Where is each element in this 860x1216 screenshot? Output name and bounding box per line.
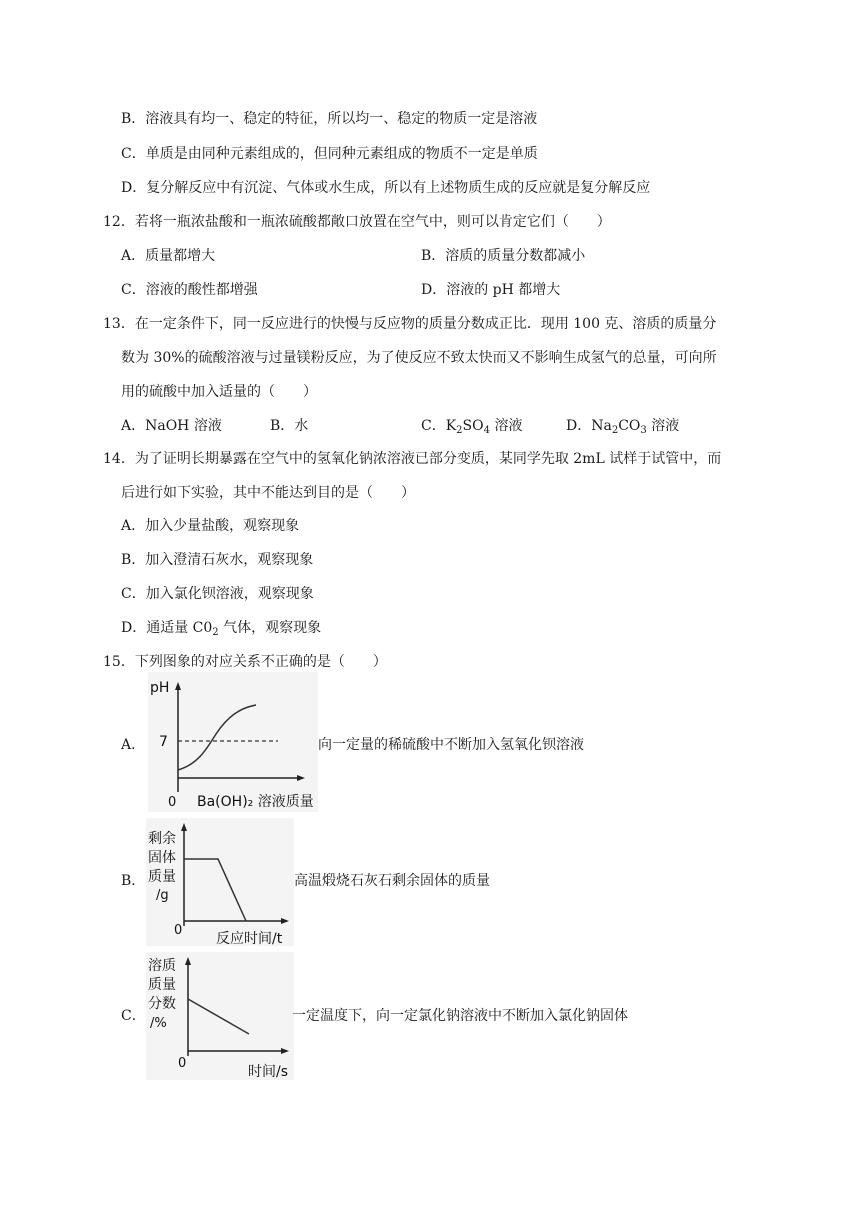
q12-option-c: C．溶液的酸性都增强 bbox=[121, 282, 258, 298]
q12-stem: 12．若将一瓶浓盐酸和一瓶浓硫酸都敞口放置在空气中，则可以肯定它们（ ） bbox=[103, 214, 611, 230]
q13-option-b: B．水 bbox=[270, 418, 309, 434]
q15-graph-c bbox=[146, 952, 294, 1080]
q12-option-b: B．溶质的质量分数都减小 bbox=[421, 248, 586, 264]
ph-curve bbox=[178, 705, 256, 770]
q14-stem-line2: 后进行如下实验，其中不能达到目的是（ ） bbox=[121, 485, 415, 501]
y-tick-7: 7 bbox=[159, 734, 168, 750]
y-axis-label-line3: 分数 bbox=[148, 996, 176, 1012]
y-axis-label-line4: /g bbox=[156, 888, 169, 903]
q14-stem-line1: 14．为了证明长期暴露在空气中的氢氧化钠浓溶液已部分变质，某同学先取 2mL 试样于试管中，而 bbox=[103, 451, 722, 467]
q13-option-a: A．NaOH 溶液 bbox=[121, 418, 222, 434]
y-axis-arrow bbox=[181, 823, 187, 926]
q15-graph-a bbox=[148, 672, 318, 812]
q15-stem: 15．下列图象的对应关系不正确的是（ ） bbox=[103, 654, 387, 670]
q14-option-b: B．加入澄清石灰水，观察现象 bbox=[121, 552, 314, 568]
y-axis-arrow bbox=[175, 682, 181, 792]
q14-option-d: D．通适量 $C0_2$ 气体，观察现象 bbox=[121, 620, 322, 638]
q15-option-c-desc: 一定温度下，向一定氯化钠溶液中不断加入氯化钠固体 bbox=[292, 1008, 628, 1024]
q11-option-c: C．单质是由同种元素组成的，但同种元素组成的物质不一定是单质 bbox=[121, 146, 538, 162]
x-axis-label: 反应时间/t bbox=[216, 931, 283, 946]
q14-option-c: C．加入氯化钡溶液，观察现象 bbox=[121, 586, 314, 602]
q15-option-b-desc: 高温煅烧石灰石剩余固体的质量 bbox=[294, 873, 490, 889]
x-axis-arrow bbox=[188, 1048, 289, 1054]
y-axis-arrow bbox=[185, 957, 191, 1056]
y-axis-label-line4: /% bbox=[150, 1016, 167, 1031]
x-axis-label: 时间/s bbox=[248, 1064, 289, 1080]
y-axis-label-line1: 溶质 bbox=[148, 958, 176, 974]
x-axis-arrow bbox=[184, 918, 289, 924]
q13-stem-line1: 13．在一定条件下，同一反应进行的快慢与反应物的质量分数成正比．现用 100 克、溶质的质量分 bbox=[103, 316, 717, 332]
q13-option-d: D．$Na_2CO_3$ 溶液 bbox=[566, 418, 680, 436]
x-axis-label: Ba(OH)₂ 溶液质量 bbox=[197, 794, 314, 810]
mass-fraction-line bbox=[188, 999, 249, 1034]
q12-option-a: A．质量都增大 bbox=[121, 248, 216, 264]
x-axis-arrow bbox=[178, 775, 305, 781]
y-axis-label-line3: 质量 bbox=[148, 869, 176, 885]
q15-graph-b bbox=[146, 818, 294, 946]
q15-option-b-label: B． bbox=[121, 873, 146, 889]
q15-option-a-label: A． bbox=[121, 737, 146, 753]
q12-option-d: D．溶液的 pH 都增大 bbox=[421, 282, 561, 298]
y-axis-label-line1: 剩余 bbox=[148, 831, 176, 847]
y-axis-label-line2: 固体 bbox=[148, 850, 176, 866]
q13-stem-line3: 用的硫酸中加入适量的（ ） bbox=[121, 384, 317, 400]
q13-option-c: C．$K_2SO_4$ 溶液 bbox=[421, 418, 523, 436]
origin-label: 0 bbox=[174, 923, 183, 938]
q13-stem-line2: 数为 30%的硫酸溶液与过量镁粉反应，为了使反应不致太快而又不影响生成氢气的总量，可向所 bbox=[121, 350, 717, 366]
q11-option-d: D．复分解反应中有沉淀、气体或水生成，所以有上述物质生成的反应就是复分解反应 bbox=[121, 180, 651, 196]
solid-mass-line bbox=[184, 859, 246, 921]
q14-option-a: A．加入少量盐酸，观察现象 bbox=[121, 518, 300, 534]
q15-option-c-label: C． bbox=[121, 1008, 146, 1024]
y-axis-label-line2: 质量 bbox=[148, 977, 176, 993]
q15-option-a-desc: 向一定量的稀硫酸中不断加入氢氧化钡溶液 bbox=[318, 737, 584, 753]
y-axis-label: pH bbox=[150, 680, 170, 696]
origin-label: 0 bbox=[168, 795, 177, 810]
q11-option-b: B．溶液具有均一、稳定的特征，所以均一、稳定的物质一定是溶液 bbox=[121, 111, 538, 127]
origin-label: 0 bbox=[178, 1056, 187, 1071]
